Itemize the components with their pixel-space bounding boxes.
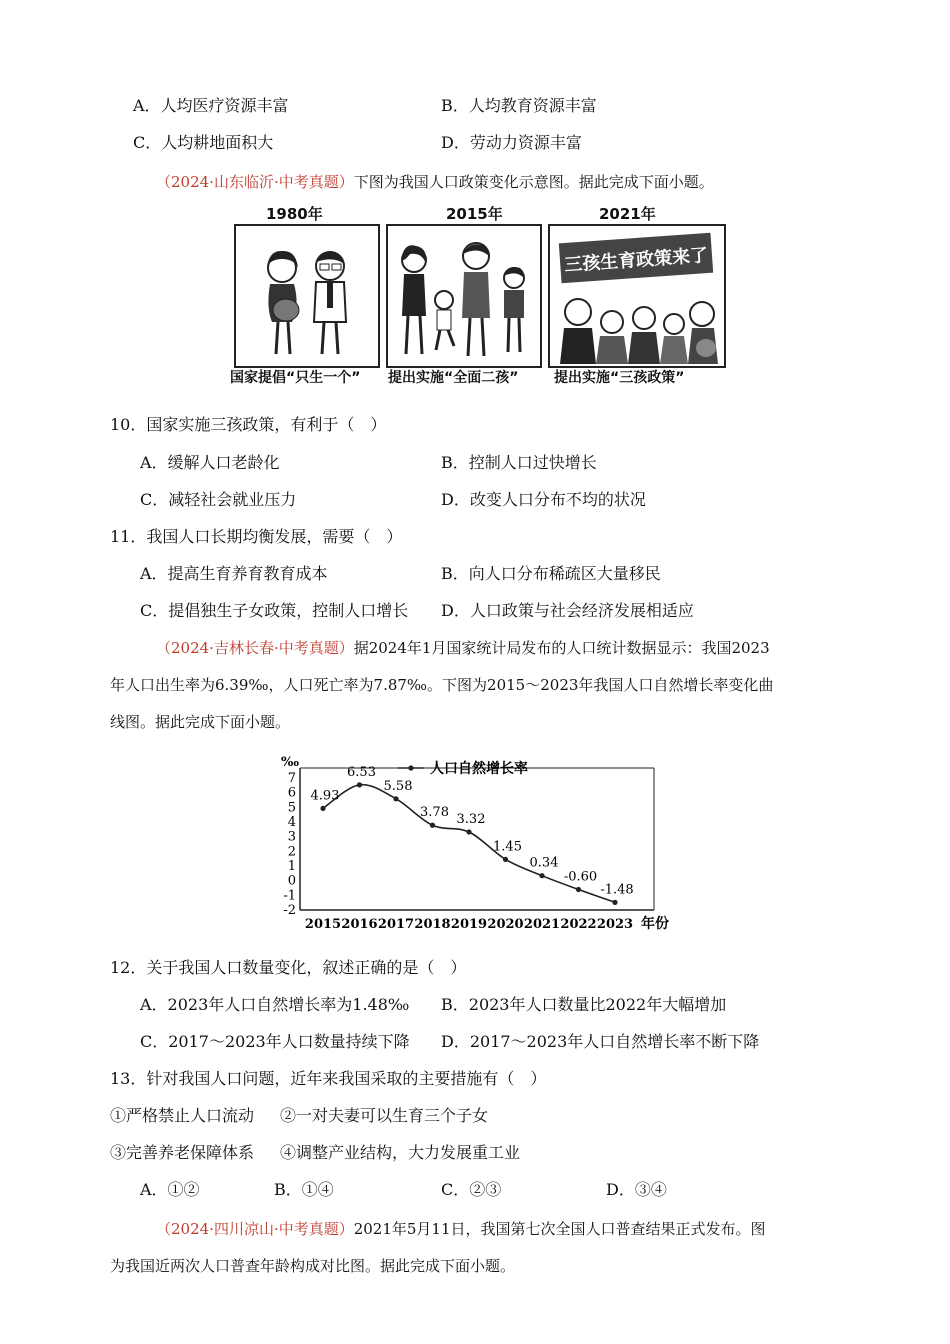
policy-year-1980: 1980年 — [266, 205, 323, 223]
couple-illustration — [236, 226, 378, 366]
data-label: 4.93 — [310, 788, 340, 804]
y-tick-label: 3 — [287, 829, 296, 845]
q12-stem: 12．关于我国人口数量变化，叙述正确的是（ ） — [110, 958, 467, 977]
y-axis-unit: ‰ — [280, 755, 300, 770]
y-tick-label: 5 — [287, 800, 296, 816]
intro3-line1 — [156, 1219, 766, 1239]
q13-item-3: ③完善养老保障体系 — [110, 1143, 255, 1162]
q13-option-a: A．①② — [140, 1180, 200, 1199]
intro1 — [156, 172, 714, 192]
q9-option-c: C．人均耕地面积大 — [133, 133, 274, 152]
q13-stem: 13．针对我国人口问题，近年来我国采取的主要措施有（ ） — [110, 1069, 547, 1088]
q10-option-b: B．控制人口过快增长 — [441, 453, 597, 472]
q13-item-2: ②一对夫妻可以生育三个子女 — [280, 1106, 489, 1125]
intro2-line1-text: 据2024年1月国家统计局发布的人口统计数据显示：我国2023 — [353, 639, 770, 657]
data-point — [539, 873, 544, 878]
data-point — [430, 823, 435, 828]
q11-option-b: B．向人口分布稀疏区大量移民 — [441, 564, 661, 583]
intro3-line1-text: 2021年5月11日，我国第七次全国人口普查结果正式发布。图 — [353, 1220, 766, 1238]
policy-caption-2021: 提出实施“三孩政策” — [554, 370, 685, 386]
x-axis-label: 年份 — [641, 916, 669, 932]
policy-panel-2015 — [386, 224, 542, 368]
intro3-line2: 为我国近两次人口普查年龄构成对比图。据此完成下面小题。 — [110, 1257, 516, 1275]
q12-option-b: B．2023年人口数量比2022年大幅增加 — [441, 995, 727, 1014]
policy-caption-2015: 提出实施“全面二孩” — [388, 370, 519, 386]
q13-option-c: C．②③ — [441, 1180, 502, 1199]
y-tick-label: 2 — [287, 844, 296, 860]
intro1-text: 下图为我国人口政策变化示意图。据此完成下面小题。 — [353, 173, 714, 191]
policy-caption-1980: 国家提倡“只生一个” — [230, 370, 361, 386]
policy-year-2021: 2021年 — [599, 205, 656, 223]
population-growth-chart — [270, 752, 680, 942]
intro2-line2: 年人口出生率为6.39‰，人口死亡率为7.87‰。下图为2015～2023年我国人口自然增长率变化曲 — [110, 676, 774, 694]
x-tick-label: 2020 — [487, 917, 524, 932]
q11-stem: 11．我国人口长期均衡发展，需要（ ） — [110, 527, 403, 546]
data-point — [393, 796, 398, 801]
x-tick-label: 2017 — [377, 917, 415, 932]
intro2-source: （2024·吉林长春·中考真题） — [156, 639, 354, 657]
data-label: 5.58 — [383, 778, 413, 794]
intro2-line1 — [156, 638, 770, 658]
policy-year-2015: 2015年 — [446, 205, 503, 223]
x-tick-label: 2016 — [341, 917, 378, 932]
y-tick-label: 6 — [287, 785, 296, 801]
y-tick-label: 4 — [287, 815, 296, 830]
x-tick-label: 2022 — [560, 917, 597, 932]
q13-option-d: D．③④ — [606, 1180, 667, 1199]
q11-option-c: C．提倡独生子女政策，控制人口增长 — [140, 601, 409, 620]
q10-option-c: C．减轻社会就业压力 — [140, 490, 297, 509]
legend-marker — [408, 765, 413, 770]
intro3-source: （2024·四川凉山·中考真题） — [156, 1220, 354, 1238]
q12-option-d: D．2017～2023年人口自然增长率不断下降 — [441, 1032, 760, 1051]
q12-option-a: A．2023年人口自然增长率为1.48‰ — [140, 995, 410, 1014]
x-tick-label: 2023 — [596, 917, 634, 932]
y-tick-label: 0 — [287, 873, 296, 889]
q9-option-a: A．人均医疗资源丰富 — [133, 96, 289, 115]
y-tick-label: 1 — [287, 859, 296, 874]
data-label: 3.78 — [420, 805, 449, 821]
data-label: 1.45 — [493, 839, 522, 855]
x-tick-label: 2015 — [304, 917, 342, 932]
data-point — [576, 887, 581, 892]
q10-option-d: D．改变人口分布不均的状况 — [441, 490, 646, 509]
q9-option-b: B．人均教育资源丰富 — [441, 96, 597, 115]
family-illustration — [388, 226, 540, 366]
policy-panel-2021 — [548, 224, 726, 368]
q11-option-a: A．提高生育养育教育成本 — [140, 564, 328, 583]
data-point — [320, 806, 325, 811]
q12-option-c: C．2017～2023年人口数量持续下降 — [140, 1032, 410, 1051]
intro2-line3: 线图。据此完成下面小题。 — [110, 713, 291, 731]
q13-item-1: ①严格禁止人口流动 — [110, 1106, 255, 1125]
q11-option-d: D．人口政策与社会经济发展相适应 — [441, 601, 694, 620]
q9-option-d: D．劳动力资源丰富 — [441, 133, 582, 152]
x-tick-label: 2019 — [450, 917, 488, 932]
data-label: 3.32 — [456, 811, 486, 827]
intro1-source: （2024·山东临沂·中考真题） — [156, 173, 354, 191]
policy-panel-1980 — [234, 224, 380, 368]
q10-option-a: A．缓解人口老龄化 — [140, 453, 280, 472]
data-point — [357, 782, 362, 787]
data-point — [466, 829, 471, 834]
q10-stem: 10．国家实施三孩政策，有利于（ ） — [110, 415, 387, 434]
data-point — [503, 857, 508, 862]
data-label: 0.34 — [529, 855, 559, 871]
banner-text: 三孩生育政策来了 — [563, 244, 709, 276]
data-label: -1.48 — [600, 882, 634, 898]
q13-option-b: B．①④ — [274, 1180, 334, 1199]
legend-label: 人口自然增长率 — [430, 761, 528, 777]
y-tick-label: -2 — [283, 903, 296, 918]
data-point — [612, 900, 617, 905]
three-child-illustration — [550, 226, 724, 366]
x-tick-label: 2021 — [523, 917, 561, 932]
series-line — [323, 785, 615, 903]
data-label: 6.53 — [347, 764, 376, 780]
y-tick-label: -1 — [283, 888, 296, 904]
x-tick-label: 2018 — [414, 917, 451, 932]
q13-item-4: ④调整产业结构，大力发展重工业 — [280, 1143, 521, 1162]
y-tick-label: 7 — [287, 771, 296, 786]
data-label: -0.60 — [563, 869, 598, 885]
